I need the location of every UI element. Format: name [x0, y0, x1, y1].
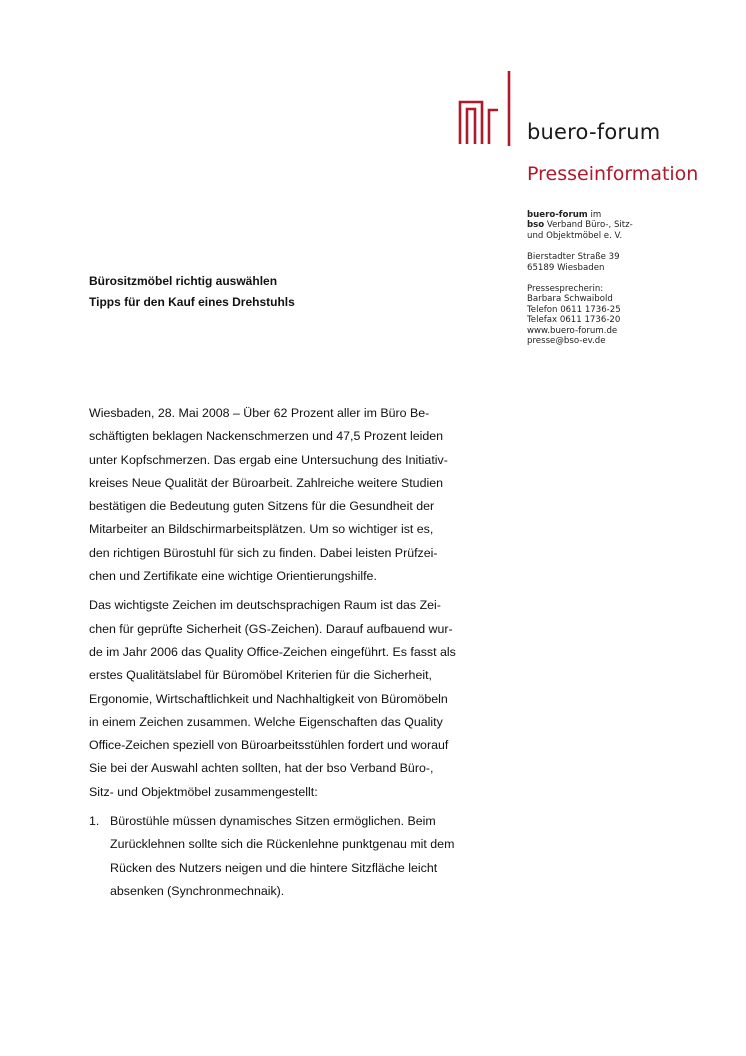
text-line: de im Jahr 2006 das Quality Office-Zeichen eingeführt. Es fasst als [89, 644, 456, 659]
email-link[interactable]: presse@bso-ev.de [527, 336, 606, 347]
text-line: den richtigen Bürostuhl für sich zu finden. Dabei leisten Prüfzei- [89, 545, 438, 560]
paragraph-2 [89, 594, 509, 804]
press-information-title: Presseinformation [527, 163, 699, 185]
phone-number: Telefon 0611 1736-25 [527, 304, 621, 315]
tips-list [89, 810, 509, 903]
text-line: chen für geprüfte Sicherheit (GS-Zeichen). Darauf aufbauend wur- [89, 621, 453, 636]
text-line: chen und Zertifikate eine wichtige Orientierungshilfe. [89, 569, 377, 584]
text-line: kreises Neue Qualität der Büroarbeit. Zahlreiche weitere Studien [89, 475, 444, 490]
buero-forum-logo-icon [458, 70, 518, 148]
organization-block [527, 210, 727, 241]
paragraph-1 [89, 402, 509, 588]
press-contact-name: Barbara Schwaibold [527, 294, 613, 305]
org-line: und Objektmöbel e. V. [527, 230, 623, 241]
text-line: schäftigten beklagen Nackenschmerzen und 47,5 Prozent leiden [89, 429, 444, 444]
address-line: Bierstadter Straße 39 [527, 252, 620, 263]
text-line: Office-Zeichen speziell von Büroarbeitsstühlen fordert und worauf [89, 738, 449, 753]
text-line: in einem Zeichen zusammen. Welche Eigenschaften das Quality [89, 714, 443, 729]
article-body [89, 402, 509, 903]
address-block [527, 252, 727, 273]
list-item [89, 810, 509, 903]
text-line: Sitz- und Objektmöbel zusammengestellt: [89, 784, 318, 799]
press-contact-block [527, 284, 727, 346]
contact-sidebar [527, 210, 727, 357]
org-line: buero-forum im [527, 210, 602, 220]
brand-name: buero-forum [527, 120, 661, 144]
org-line: bso Verband Büro-, Sitz- [527, 220, 633, 231]
headline-title: Bürositzmöbel richtig auswählen [89, 274, 278, 288]
text-line: Das wichtigste Zeichen im deutschsprachigen Raum ist das Zei- [89, 598, 441, 613]
text-line: unter Kopfschmerzen. Das ergab eine Untersuchung des Initiativ- [89, 452, 448, 467]
website-link[interactable]: www.buero-forum.de [527, 325, 618, 336]
press-contact-label: Pressesprecherin: [527, 284, 604, 295]
text-line: bestätigen die Bedeutung guten Sitzens für die Gesundheit der [89, 499, 435, 514]
text-line: Wiesbaden, 28. Mai 2008 – Über 62 Prozent aller im Büro Be- [89, 406, 430, 420]
fax-number: Telefax 0611 1736-20 [527, 315, 621, 326]
text-line: Bürostühle müssen dynamisches Sitzen ermöglichen. Beim [110, 814, 436, 829]
text-line: Mitarbeiter an Bildschirmarbeitsplätzen. Um so wichtiger ist es, [89, 522, 434, 537]
text-line: Sie bei der Auswahl achten sollten, hat der bso Verband Büro-, [89, 761, 434, 776]
text-line: Ergonomie, Wirtschaftlichkeit und Nachhaltigkeit von Büromöbeln [89, 691, 448, 706]
text-line: erstes Qualitätslabel für Büromöbel Kriterien für die Sicherheit, [89, 668, 432, 683]
headline-subtitle: Tipps für den Kauf eines Drehstuhls [89, 295, 295, 309]
text-line: Zurücklehnen sollte sich die Rückenlehne punktgenau mit dem [110, 837, 455, 852]
article-headline [89, 271, 295, 313]
list-item-text [110, 810, 454, 903]
list-item-number: 1. [89, 814, 100, 829]
text-line: absenken (Synchronmechnaik). [110, 883, 285, 898]
text-line: Rücken des Nutzers neigen und die hintere Sitzfläche leicht [110, 860, 438, 875]
address-line: 65189 Wiesbaden [527, 262, 605, 273]
